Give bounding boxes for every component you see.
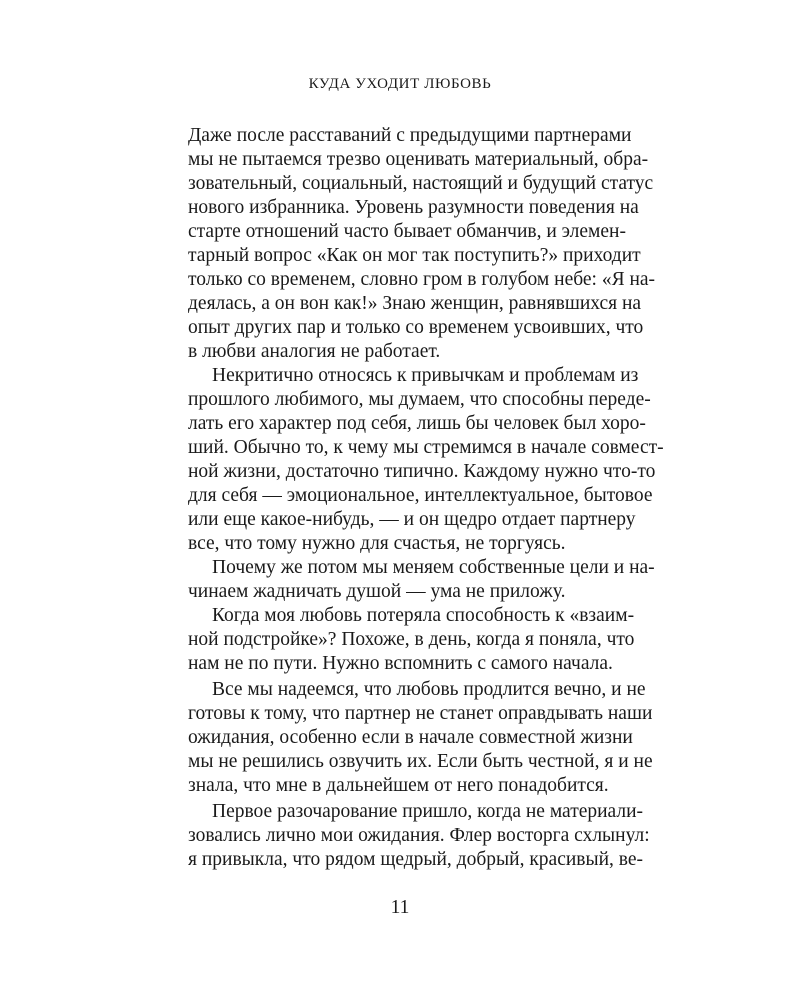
text-line: ший. Обычно то, к чему мы стремимся в начале совмест- [188,437,664,458]
text-line: опыт других пар и только со временем усвоивших, что [188,317,644,338]
text-line: чинаем жадничать душой — ума не приложу. [188,581,566,602]
text-line: я привыкла, что рядом щедрый, добрый, красивый, ве- [188,849,644,870]
text-line: нам не по пути. Нужно вспомнить с самого начала. [188,653,613,674]
text-line: знала, что мне в дальнейшем от него понадобится. [188,775,609,796]
text-line: ной подстройке»? Похоже, в день, когда я поняла, что [188,629,635,650]
text-line: мы не решились озвучить их. Если быть честной, я и не [188,751,653,772]
text-line: или еще какое-нибудь, — и он щедро отдает партнеру [188,509,636,530]
text-line: Некритично относясь к привычкам и проблемам из [212,365,639,386]
text-line: лать его характер под себя, лишь бы человек был хоро- [188,413,646,434]
text-line: прошлого любимого, мы думаем, что способны переде- [188,389,651,410]
text-line: зовательный, социальный, настоящий и будущий статус [188,173,654,194]
text-line: все, что тому нужно для счастья, не торгуясь. [188,533,566,554]
text-line: мы не пытаемся трезво оценивать материальный, обра- [188,149,649,170]
text-line: Почему же потом мы меняем собственные цели и на- [212,557,655,578]
text-line: только со временем, словно гром в голубом небе: «Я на- [188,269,656,290]
text-line: зовались лично мои ожидания. Флер восторга схлынул: [188,825,650,846]
page-number: 11 [390,897,410,918]
text-line: Все мы надеемся, что любовь продлится вечно, и не [212,679,646,700]
text-line: Даже после расставаний с предыдущими партнерами [188,125,632,146]
text-line: в любви аналогия не работает. [188,341,441,362]
text-line: Первое разочарование пришло, когда не материали- [212,801,644,822]
running-head: КУДА УХОДИТ ЛЮБОВЬ [308,76,492,92]
text-line: деялась, а он вон как!» Знаю женщин, равнявшихся на [188,293,642,314]
text-line: ной жизни, достаточно типично. Каждому нужно что-то [188,461,656,482]
text-line: тарный вопрос «Как он мог так поступить?» приходит [188,245,641,266]
text-line: готовы к тому, что партнер не станет оправдывать наши [188,703,653,724]
text-line: нового избранника. Уровень разумности поведения на [188,197,639,218]
text-line: для себя — эмоциональное, интеллектуальное, бытовое [188,485,653,506]
text-line: старте отношений часто бывает обманчив, и элемен- [188,221,626,242]
text-line: ожидания, особенно если в начале совместной жизни [188,727,633,748]
text-line: Когда моя любовь потеряла способность к «взаим- [212,605,635,626]
